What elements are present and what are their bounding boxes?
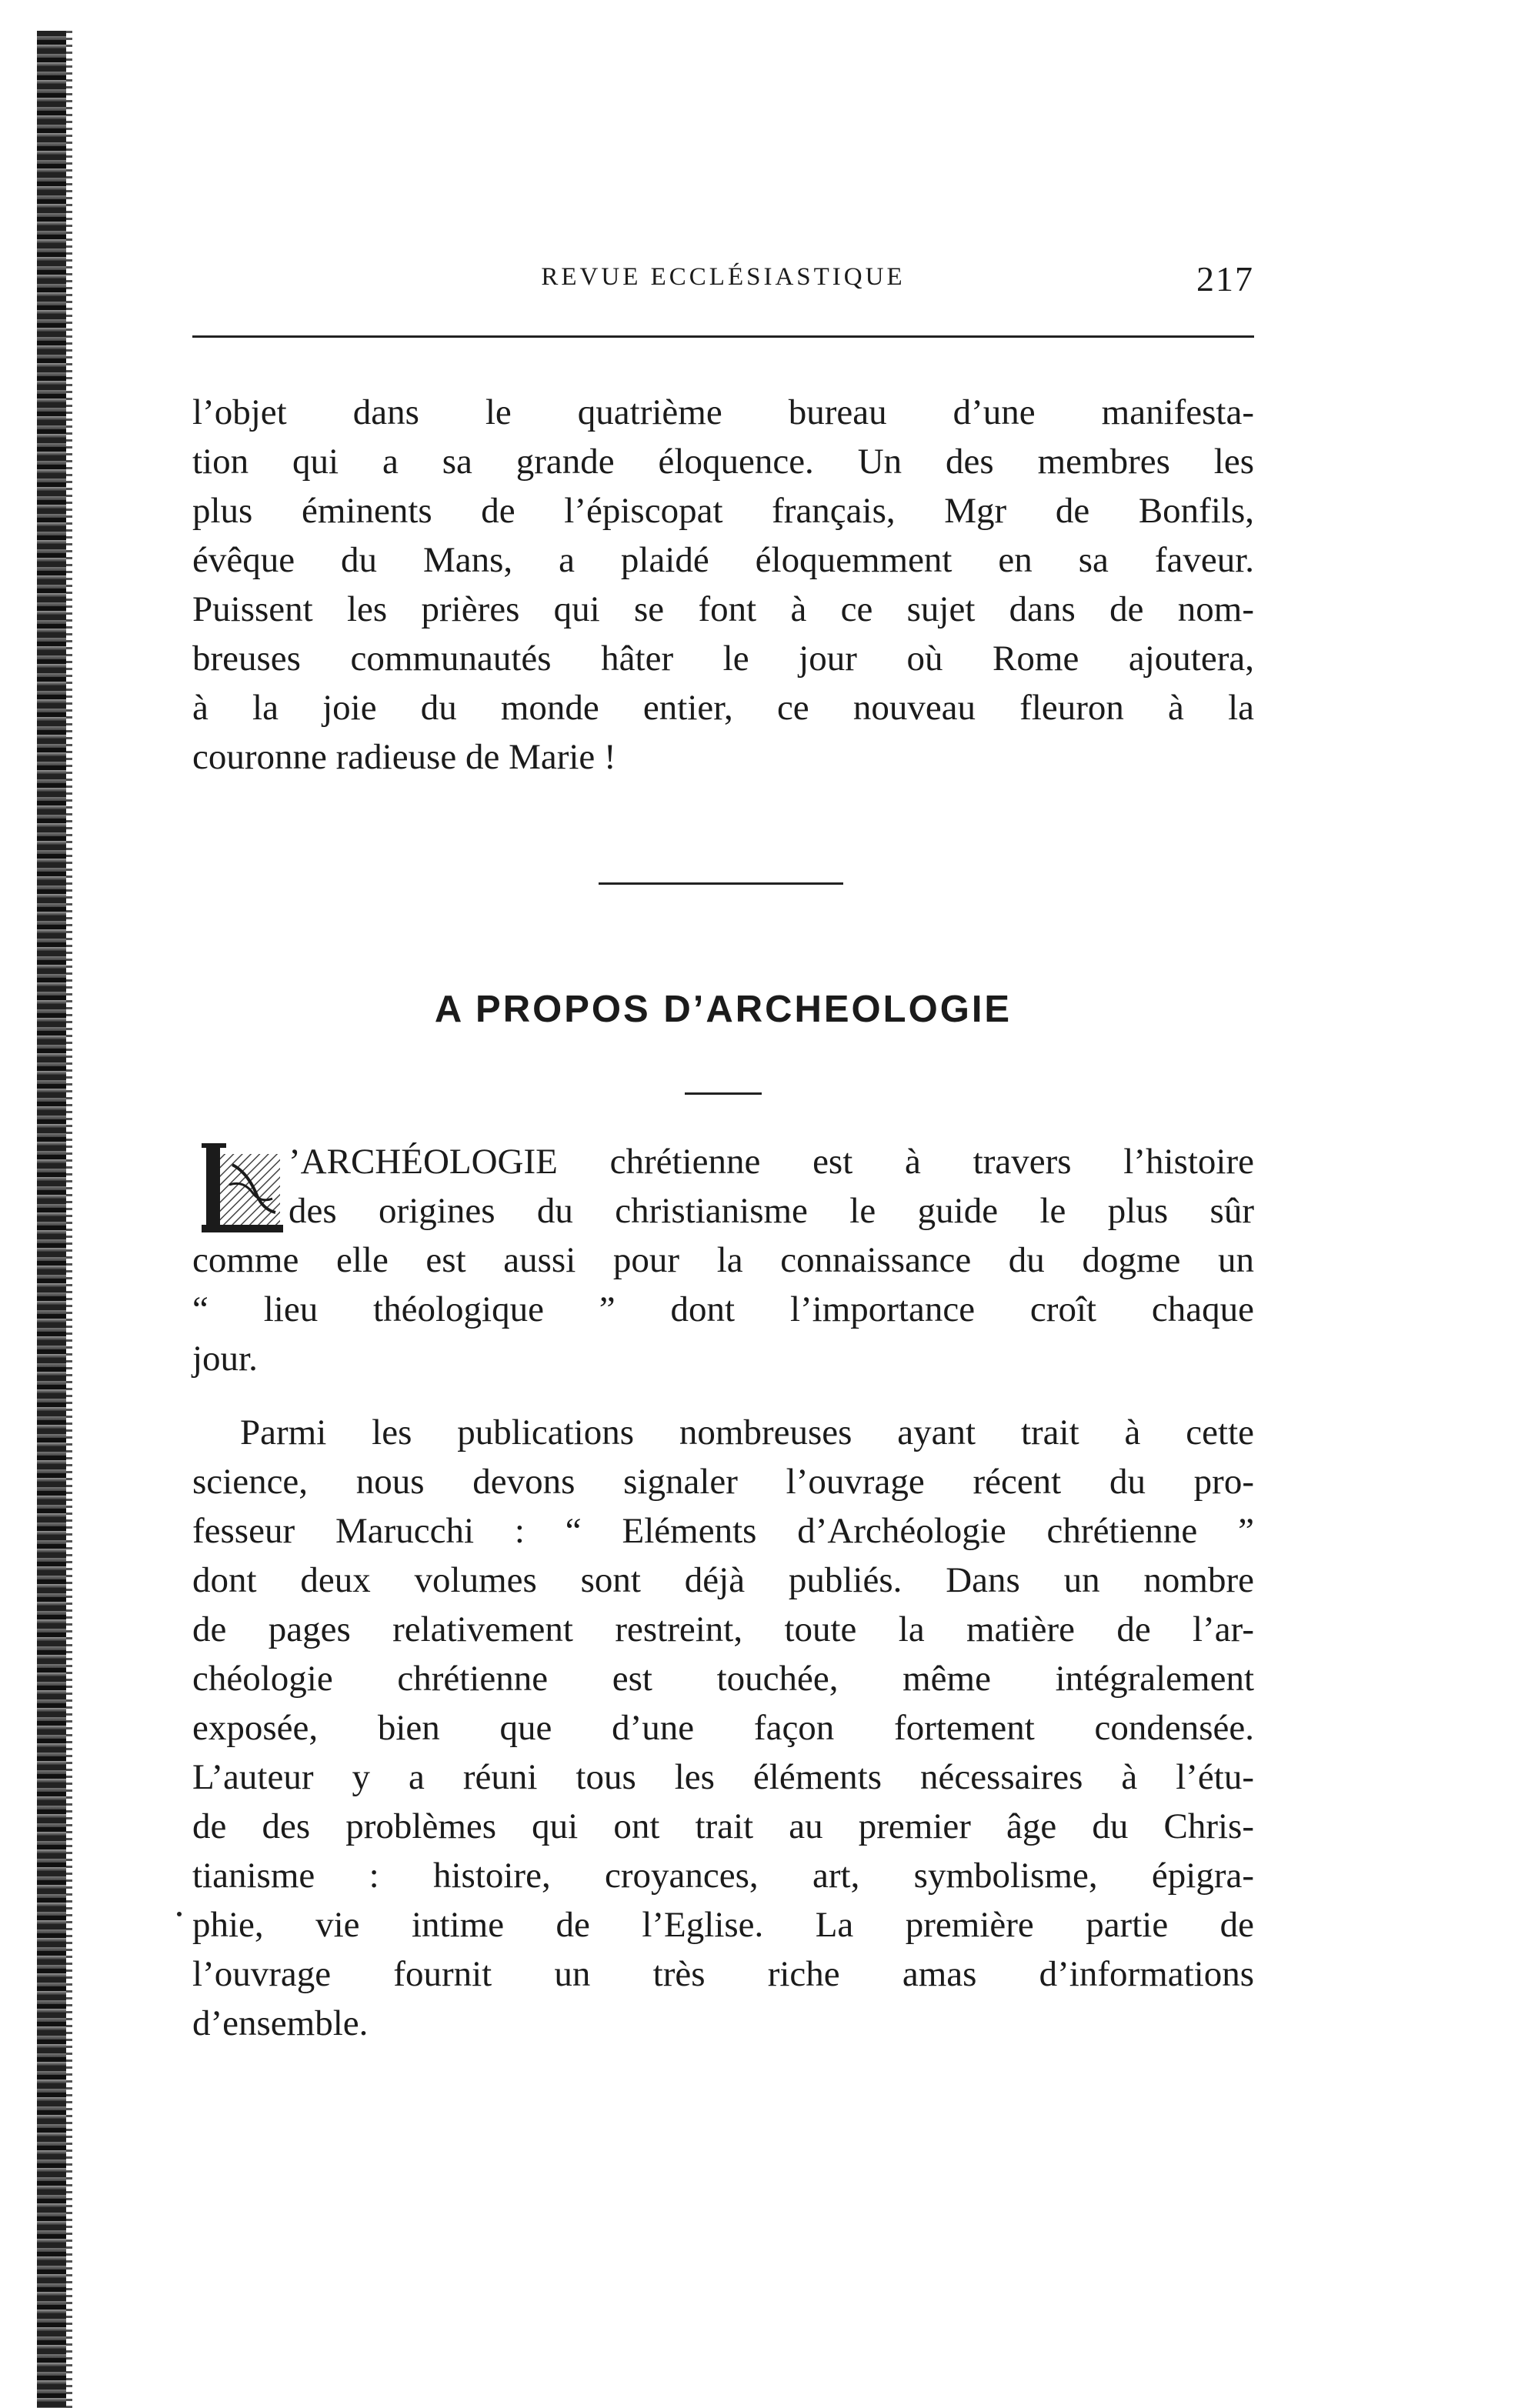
margin-mark <box>177 1912 182 1916</box>
text-line: exposée, bien que d’une façon fortement condensée. <box>192 1708 1254 1748</box>
text-line: comme elle est aussi pour la connaissance du dogme un <box>192 1240 1254 1280</box>
article-title: A PROPOS D’ARCHEOLOGIE <box>434 989 1013 1030</box>
scanned-binding-edge <box>37 31 72 2408</box>
text-line: l’ouvrage fournit un très riche amas d’informations <box>192 1954 1254 1994</box>
article-paragraph-2 <box>192 1408 1254 2048</box>
text-line: chéologie chrétienne est touchée, même intégralement <box>192 1659 1254 1699</box>
page-number: 217 <box>1196 259 1254 298</box>
text-line: phie, vie intime de l’Eglise. La première partie de <box>192 1905 1254 1945</box>
text-line: Puissent les prières qui se font à ce sujet dans de nom- <box>192 589 1254 629</box>
running-title: REVUE ECCLÉSIASTIQUE <box>541 263 906 291</box>
text-line: plus éminents de l’épiscopat français, Mgr de Bonfils, <box>192 491 1254 531</box>
text-line: Parmi les publications nombreuses ayant trait à cette <box>240 1412 1254 1452</box>
text-line: fesseur Marucchi : “ Eléments d’Archéologie chrétienne ” <box>192 1511 1254 1551</box>
text-line: des origines du christianisme le guide le plus sûr <box>289 1191 1254 1231</box>
opening-paragraph <box>192 388 1254 782</box>
text-line: “ lieu théologique ” dont l’importance croît chaque <box>192 1289 1254 1329</box>
text-line: science, nous devons signaler l’ouvrage récent du pro- <box>192 1462 1254 1502</box>
text-line: tion qui a sa grande éloquence. Un des membres les <box>192 442 1254 482</box>
text-line: de des problèmes qui ont trait au premier âge du Chris- <box>192 1806 1254 1846</box>
text-line: d’ensemble. <box>192 2003 369 2043</box>
text-line: évêque du Mans, a plaidé éloquemment en sa faveur. <box>192 540 1254 580</box>
text-line: l’objet dans le quatrième bureau d’une manifesta- <box>192 392 1254 432</box>
text-line: à la joie du monde entier, ce nouveau fleuron à la <box>192 688 1254 728</box>
article-paragraph-1 <box>192 1137 1254 1383</box>
running-head <box>192 258 1254 305</box>
text-line: tianisme : histoire, croyances, art, symbolisme, épigra- <box>192 1856 1254 1896</box>
text-line: breuses communautés hâter le jour où Rome ajoutera, <box>192 639 1254 679</box>
text-line: ’ARCHÉOLOGIE chrétienne est à travers l’histoire <box>289 1142 1254 1182</box>
text-line: de pages relativement restreint, toute la matière de l’ar- <box>192 1609 1254 1649</box>
text-line: couronne radieuse de Marie ! <box>192 737 616 777</box>
title-underline-rule <box>685 1092 762 1095</box>
text-line: dont deux volumes sont déjà publiés. Dans un nombre <box>192 1560 1254 1600</box>
header-rule <box>192 335 1254 338</box>
section-separator-rule <box>599 882 843 885</box>
text-line: L’auteur y a réuni tous les éléments nécessaires à l’étu- <box>192 1757 1254 1797</box>
text-line: jour. <box>192 1339 258 1379</box>
